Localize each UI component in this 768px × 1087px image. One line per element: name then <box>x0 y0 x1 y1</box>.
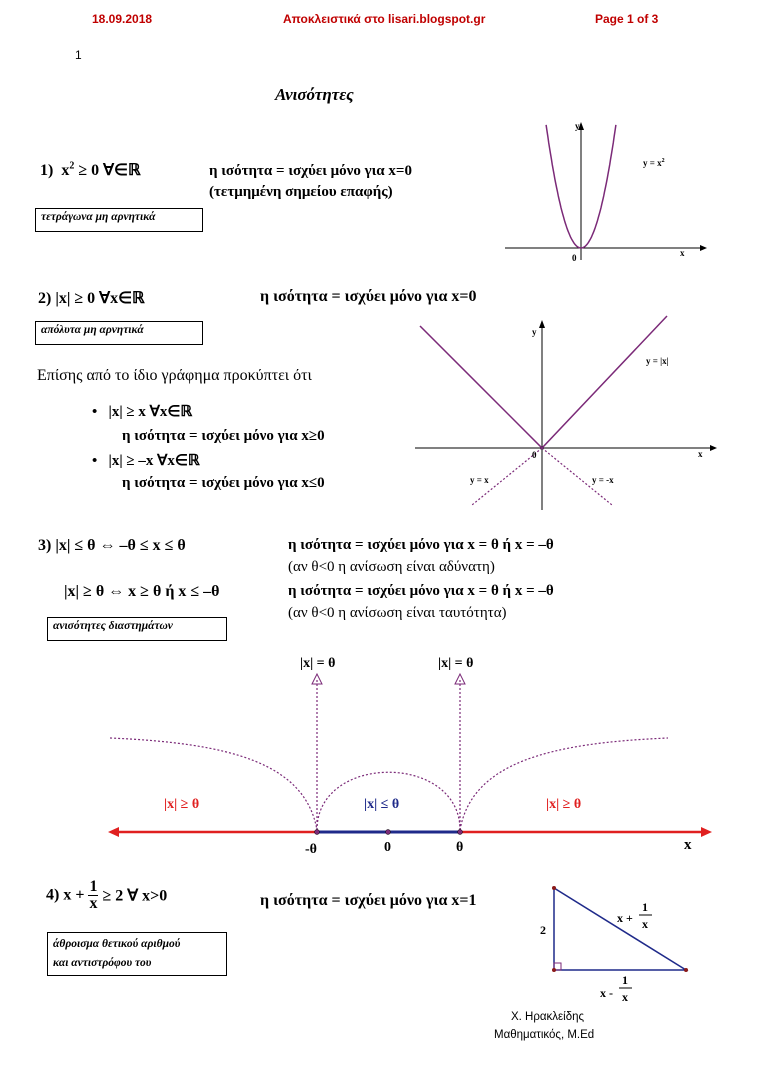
abs-x-label: x <box>698 449 703 459</box>
curve-right <box>460 738 668 830</box>
header-date: 18.09.2018 <box>92 12 153 26</box>
s1-note: η ισότητα = ισχύει μόνο για x=0 <box>209 163 412 179</box>
s1-note2: (τετμημένη σημείου επαφής) <box>209 184 393 200</box>
region-right-label: |x| ≥ θ <box>546 797 582 812</box>
s4-note: η ισότητα = ισχύει μόνο για x=1 <box>260 892 477 909</box>
curve-left <box>110 738 317 830</box>
s3-note2b: (αν θ<0 η ανίσωση είναι ταυτότητα) <box>288 605 507 621</box>
abs-y-label: y <box>532 327 537 337</box>
leg-label <box>600 973 632 1004</box>
svg-text:1: 1 <box>622 973 628 987</box>
region-left-label: |x| ≥ θ <box>164 797 200 812</box>
tick-neg-theta: -θ <box>305 842 317 857</box>
parabola-origin: 0 <box>572 253 577 263</box>
label-y-minus-x: y = -x <box>592 475 614 485</box>
eq-right-label: |x| = θ <box>438 656 474 671</box>
parabola-x-label: x <box>680 248 685 258</box>
abs-curve <box>420 316 667 448</box>
parabola-graph <box>500 115 710 265</box>
svg-text:1: 1 <box>642 900 648 914</box>
s2-formula: 2) |x| ≥ 0 ∀x∈ℝ <box>38 290 145 307</box>
s3-note1: η ισότητα = ισχύει μόνο για x = θ ή x = –θ <box>288 537 554 553</box>
header-site: Αποκλειστικά στο lisari.blogspot.gr <box>283 12 486 26</box>
s2-box: απόλυτα μη αρνητικά <box>35 321 203 345</box>
s2-bullet1-note: η ισότητα = ισχύει μόνο για x≥0 <box>122 428 325 444</box>
s4-formula: 4) x + $\frac{1}{x}$ ≥ 2 ∀ x>0 <box>46 878 168 912</box>
s1-formula: 1) $x^2 \ge 0$ ∀∈ℝ <box>40 160 141 179</box>
s4-box: άθροισμα θετικού αριθμού και αντιστρόφου του <box>47 932 227 976</box>
s2-also: Επίσης από το ίδιο γράφημα προκύπτει ότι <box>37 367 312 384</box>
triangle-diagram <box>530 880 710 1005</box>
side-label-2: 2 <box>540 923 546 937</box>
footer-title: Μαθηματικός, M.Ed <box>494 1029 595 1041</box>
eq-left-label: |x| = θ <box>300 656 336 671</box>
axis-x-label: x <box>684 837 692 853</box>
s3-box: ανισότητες διαστημάτων <box>47 617 227 641</box>
s3-formula1: 3) |x| ≤ θ ⇔ –θ ≤ x ≤ θ <box>38 537 186 554</box>
s2-bullet1: • |x| ≥ x ∀x∈ℝ <box>92 404 193 420</box>
tick-zero: 0 <box>384 840 391 855</box>
parabola-label: $y = x^2$ <box>643 158 665 168</box>
abs-origin: 0 <box>532 450 537 460</box>
svg-text:x -: x - <box>600 986 613 1000</box>
svg-text:x: x <box>622 990 628 1004</box>
abs-label: y = |x| <box>646 356 669 366</box>
s1-box: τετράγωνα μη αρνητικά <box>35 208 203 232</box>
s3-note1b: (αν θ<0 η ανίσωση είναι αδύνατη) <box>288 559 495 575</box>
abs-graph <box>410 310 720 515</box>
s2-bullet2: • |x| ≥ –x ∀x∈ℝ <box>92 453 200 469</box>
parabola-y-label: y <box>575 121 580 131</box>
s3-note2: η ισότητα = ισχύει μόνο για x = θ ή x = –θ <box>288 583 554 599</box>
svg-text:x +: x + <box>617 911 633 925</box>
s2-note: η ισότητα = ισχύει μόνο για x=0 <box>260 288 477 305</box>
s2-bullet2-note: η ισότητα = ισχύει μόνο για x≤0 <box>122 475 325 491</box>
footer-name: Χ. Ηρακλείδης <box>511 1011 585 1023</box>
region-mid-label: |x| ≤ θ <box>364 797 400 812</box>
page-number: 1 <box>75 48 82 62</box>
page-title: Ανισότητες <box>275 85 354 104</box>
svg-text:x: x <box>642 917 648 931</box>
header-page: Page 1 of 3 <box>595 12 659 26</box>
s3-formula2: |x| ≥ θ ⇔ x ≥ θ ή x ≤ –θ <box>64 583 220 600</box>
tick-theta: θ <box>456 840 464 855</box>
hyp-label <box>617 900 652 931</box>
label-y-x: y = x <box>470 475 489 485</box>
triangle-shape <box>554 888 686 970</box>
number-line-diagram <box>0 648 768 863</box>
